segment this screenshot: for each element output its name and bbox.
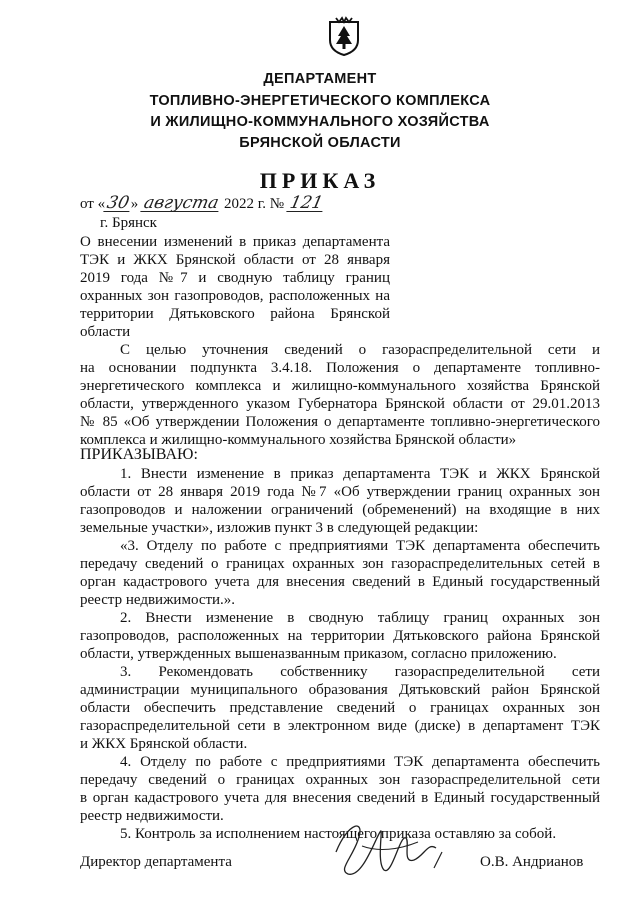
dept-line-3: И ЖИЛИЩНО-КОММУНАЛЬНОГО ХОЗЯЙСТВА <box>150 114 490 130</box>
date-prefix: от « <box>80 196 106 212</box>
item-3-num: 3. <box>120 664 132 680</box>
item-1-line: области от 28 января 2019 года №7 «Об утверждении границ охранных зон <box>80 484 600 500</box>
order-number: 121 <box>287 193 325 213</box>
item-4-line: 4. Отделу по работе с предприятиями ТЭК департамента обеспечить <box>120 754 600 770</box>
order-word: ПРИКАЗЫВАЮ: <box>80 446 198 463</box>
item-5-line: 5. Контроль за исполнением настоящего приказа оставляю за собой. <box>120 826 557 842</box>
signatory-position: Директор департамента <box>80 854 232 870</box>
item-3-line: и ЖКХ Брянской области. <box>80 736 248 752</box>
coat-of-arms-icon <box>327 16 361 56</box>
dept-line-2: ТОПЛИВНО-ЭНЕРГЕТИЧЕСКОГО КОМПЛЕКСА <box>149 93 491 109</box>
dept-line-1: ДЕПАРТАМЕНТ <box>263 71 377 87</box>
subject-line: области <box>80 324 131 340</box>
city: г. Брянск <box>100 215 157 231</box>
date-mid: » <box>130 196 139 212</box>
item-1-line: 1. Внести изменение в приказ департамента ТЭК и ЖКХ Брянской <box>120 466 600 482</box>
item-2-line: области, утвержденных вышеназванным приказом, согласно приложению. <box>80 646 557 662</box>
subject-line: территории Дятьковского района Брянской <box>80 306 390 322</box>
date-month: августа <box>142 193 221 213</box>
document-title: ПРИКАЗ <box>259 168 381 193</box>
item-2-line: газопроводов, расположенных на территории Дятьковского района Брянской <box>80 628 600 644</box>
preamble-line: энергетического комплекса и жилищно-коммунального хозяйства Брянской <box>80 378 600 394</box>
item-4-line: реестр недвижимости. <box>80 808 224 824</box>
date-line <box>80 193 325 213</box>
subject-line: ТЭК и ЖКХ Брянской области от 28 января <box>80 252 390 268</box>
preamble-line: № 85 «Об утверждении Положения о департаменте топливно-энергетического <box>80 414 600 430</box>
subject-line: охранных зон газопроводов, расположенных на <box>80 288 390 304</box>
signature-icon <box>318 812 458 882</box>
date-day: 30 <box>105 193 132 213</box>
item-3-word: газораспределительной <box>394 664 545 680</box>
preamble-line: на основании подпункта 3.4.18. Положения о департаменте топливно- <box>80 360 600 376</box>
item-3-word: Рекомендовать <box>158 664 253 680</box>
preamble-line: области, утвержденного указом Губернатора Брянской области от 29.01.2013 <box>80 396 600 412</box>
dept-line-4: БРЯНСКОЙ ОБЛАСТИ <box>239 135 401 151</box>
item-1-line: земельные участки», изложив пункт 3 в следующей редакции: <box>80 520 479 536</box>
preamble-line: комплекса и жилищно-коммунального хозяйства Брянской области» <box>80 432 517 448</box>
signatory-name: О.В. Андрианов <box>480 854 584 870</box>
date-year: 2022 г. № <box>224 196 285 212</box>
item-4-line: в орган кадастрового учета для внесения сведений в Единый государственный <box>80 790 600 806</box>
item-3-first-line <box>120 664 600 681</box>
item-3-line: области обеспечить представление сведений о границах охранных зон <box>80 700 600 716</box>
preamble-line: С целью уточнения сведений о газораспределительной сети и <box>120 342 600 358</box>
item-2-line: 2. Внести изменение в сводную таблицу границ охранных зон <box>120 610 600 626</box>
subject-line: О внесении изменений в приказ департамента <box>80 234 390 250</box>
item-3-word: сети <box>571 664 600 680</box>
subject-line: 2019 года №7 и сводную таблицу границ <box>80 270 390 286</box>
item-3-word: собственнику <box>280 664 368 680</box>
item-1-quote-line: «3. Отделу по работе с предприятиями ТЭК департамента обеспечить <box>120 538 600 554</box>
item-1-quote-line: передачу сведений о границах охранных зон газораспределительных сетей в <box>80 556 600 572</box>
item-4-line: передачу сведений о границах охранных зон газораспределительной сети <box>80 772 600 788</box>
item-3-line: администрации муниципального образования Дятьковский район Брянской <box>80 682 600 698</box>
item-1-quote-line: орган кадастрового учета для внесения сведений в Единый государственный <box>80 574 600 590</box>
item-3-line: газораспределительной сети в электронном виде (диске) в департамент ТЭК <box>80 718 600 734</box>
item-1-quote-line: реестр недвижимости.». <box>80 592 236 608</box>
item-1-line: газопроводов и наложении ограничений (обременений) на входящие в них <box>80 502 600 518</box>
